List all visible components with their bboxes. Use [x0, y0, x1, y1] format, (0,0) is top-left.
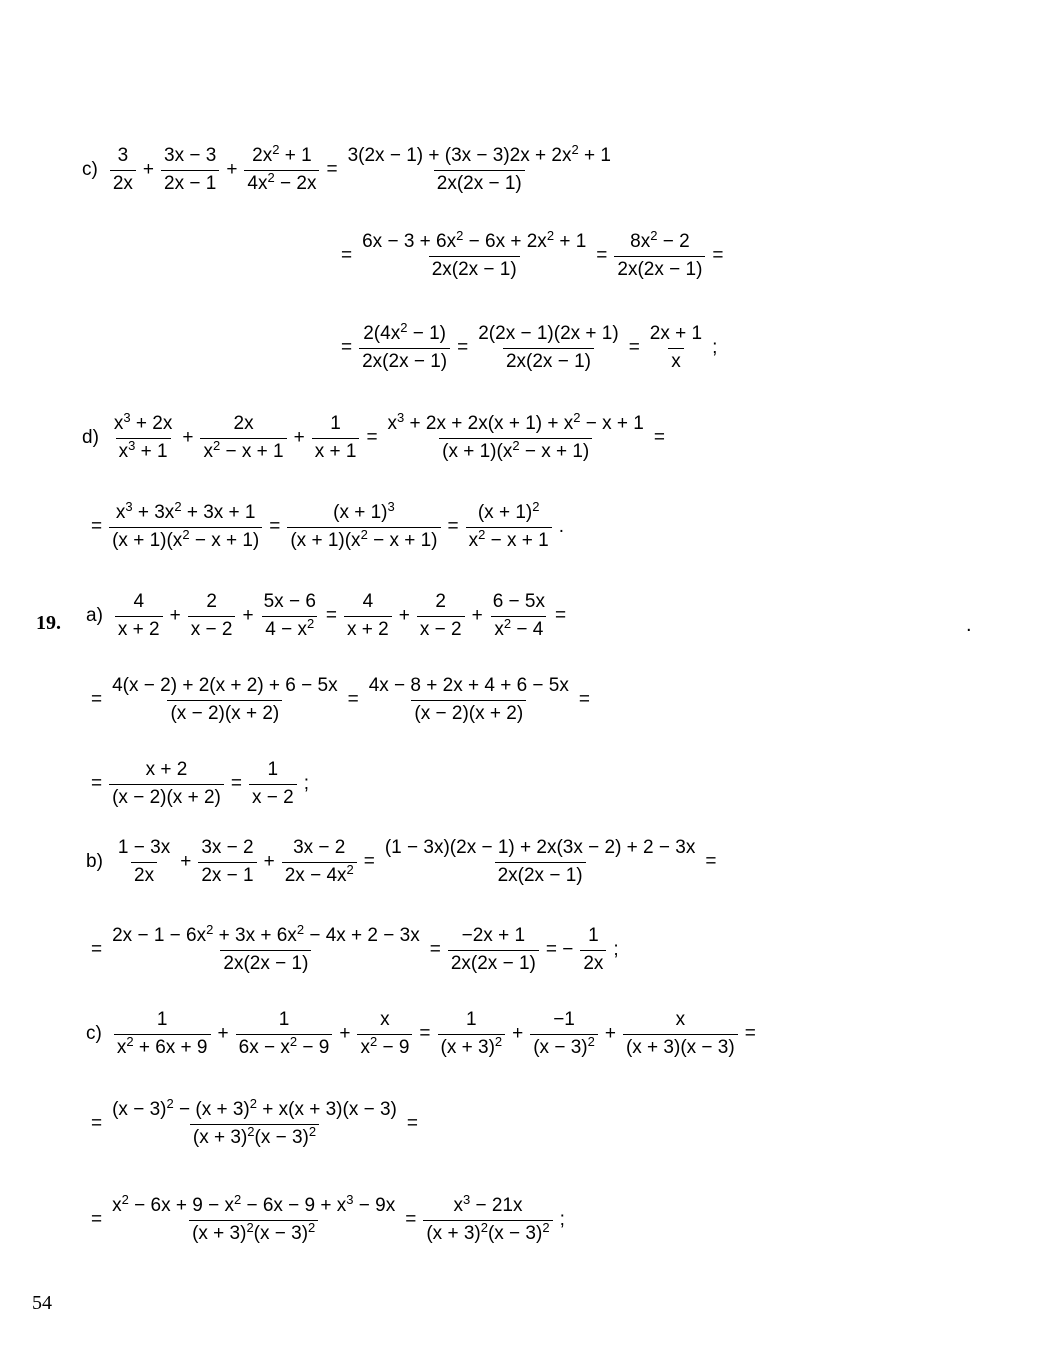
numerator: $x^3 - 21x$ [453, 1192, 523, 1216]
operator: = [406, 1113, 418, 1135]
denominator: $(x + 1)(x^2 - x + 1)$ [439, 438, 592, 463]
numerator: 2x + 1 [649, 323, 703, 344]
operator: + [242, 605, 254, 627]
operator: = [628, 337, 640, 359]
part-label: c) [86, 1023, 102, 1045]
part-label: a) [86, 605, 103, 627]
denominator: x − 2 [249, 784, 297, 809]
denominator: $x^2 - 9$ [357, 1034, 412, 1059]
denominator: (x − 2)(x + 2) [411, 700, 526, 725]
numerator: 3x − 2 [293, 837, 346, 858]
denominator: 2x [110, 170, 136, 195]
denominator: $(x - 3)^2$ [530, 1034, 598, 1059]
operator: + [217, 1023, 229, 1045]
fraction [188, 592, 236, 641]
operator: = [366, 427, 378, 449]
numerator: $x^2 - 6x + 9 - x^2 - 6x - 9 + x^3 - 9x$ [112, 1192, 396, 1216]
fraction [312, 414, 360, 463]
fraction [236, 1010, 333, 1059]
operator: = [578, 689, 590, 711]
operator: = [405, 1209, 417, 1231]
operator: = [705, 851, 717, 873]
numerator: $2x - 1 - 6x^2 + 3x + 6x^2 - 4x + 2 - 3x$ [112, 922, 420, 946]
numerator: −2x + 1 [461, 925, 526, 946]
part-label: c) [82, 159, 98, 181]
fraction [249, 760, 297, 809]
numerator: $6x - 3 + 6x^2 - 6x + 2x^2 + 1$ [362, 228, 587, 252]
denominator: $4x^2 - 2x$ [244, 170, 319, 195]
numerator: $3(2x - 1) + (3x - 3)2x + 2x^2 + 1$ [347, 142, 611, 166]
fraction [109, 676, 340, 725]
denominator: 2x [580, 950, 606, 975]
operator: = − [545, 939, 574, 961]
fraction [109, 760, 224, 809]
fraction [110, 146, 136, 195]
numerator: −1 [553, 1009, 575, 1030]
fraction [109, 922, 423, 975]
operator: = [91, 1113, 103, 1135]
operator: = [447, 516, 459, 538]
operator: + [293, 427, 305, 449]
numerator: 6 − 5x [492, 591, 545, 612]
fraction [115, 838, 173, 887]
numerator: 1 [466, 1009, 477, 1030]
fraction [623, 1010, 738, 1059]
page-number: 54 [32, 1292, 52, 1314]
fraction [109, 1096, 400, 1149]
operator: ; [712, 337, 718, 359]
numerator: 4x − 8 + 2x + 4 + 6 − 5x [368, 675, 569, 696]
operator: + [226, 159, 238, 181]
denominator: x + 2 [115, 616, 163, 641]
operator: = [341, 245, 353, 267]
denominator: $x^2 + 6x + 9$ [114, 1034, 211, 1059]
numerator: 1 [267, 759, 279, 780]
fraction [475, 324, 621, 373]
fraction [359, 320, 450, 373]
operator: = [712, 245, 724, 267]
equation-line [86, 676, 595, 725]
operator: + [180, 851, 192, 873]
numerator: 2x [233, 413, 254, 434]
numerator: 4(x − 2) + 2(x + 2) + 6 − 5x [112, 675, 338, 696]
numerator: $(x + 1)^3$ [333, 499, 395, 523]
numerator: 1 [588, 925, 599, 946]
equation-line [86, 1010, 761, 1059]
operator: = [347, 689, 359, 711]
numerator: 5x − 6 [263, 591, 316, 612]
fraction [438, 1010, 506, 1059]
numerator: (1 − 3x)(2x − 1) + 2x(3x − 2) + 2 − 3x [384, 837, 696, 858]
operator: = [457, 337, 469, 359]
operator: . [558, 516, 564, 538]
numerator: 2 [435, 591, 446, 612]
denominator: x − 2 [417, 616, 465, 641]
operator: = [326, 159, 338, 181]
denominator: 2x(2x − 1) [614, 256, 705, 281]
equation-line [82, 142, 616, 195]
fraction [382, 838, 699, 887]
numerator: 3x − 2 [201, 837, 254, 858]
numerator: x [675, 1009, 686, 1030]
numerator: 1 [278, 1009, 290, 1030]
fraction [345, 142, 614, 195]
problem-number: 19. [36, 612, 61, 634]
numerator: $(x + 1)^2$ [477, 499, 540, 523]
operator: + [263, 851, 275, 873]
fraction [282, 838, 357, 887]
fraction [448, 926, 539, 975]
denominator: $6x - x^2 - 9$ [236, 1034, 333, 1059]
operator: ; [613, 939, 619, 961]
numerator: 3 [117, 145, 129, 166]
equation-line [86, 499, 569, 552]
denominator: $(x + 3)^2(x - 3)^2$ [189, 1220, 318, 1245]
equation-line [336, 320, 722, 373]
denominator: $x^2 - x + 1$ [200, 438, 286, 463]
fraction [580, 926, 606, 975]
denominator: x + 2 [344, 616, 392, 641]
operator: = [91, 939, 103, 961]
operator: = [744, 1023, 756, 1045]
operator: = [269, 516, 281, 538]
operator: = [419, 1023, 431, 1045]
equation-line [86, 1096, 423, 1149]
operator: = [363, 851, 375, 873]
fraction [109, 1192, 398, 1245]
fraction [357, 1010, 412, 1059]
operator: = [596, 245, 608, 267]
operator: = [341, 337, 353, 359]
denominator: 2x − 1 [161, 170, 219, 195]
fraction [647, 324, 705, 373]
part-label: d) [82, 427, 99, 449]
denominator: (x − 2)(x + 2) [167, 700, 282, 725]
denominator: (x + 3)(x − 3) [623, 1034, 738, 1059]
operator: ; [303, 773, 309, 795]
fraction [385, 410, 647, 463]
equation-line [82, 410, 670, 463]
numerator: 4 [362, 591, 374, 612]
denominator: 2x(2x − 1) [495, 862, 586, 887]
operator: + [471, 605, 483, 627]
fraction [614, 228, 705, 281]
denominator: 2x(2x − 1) [220, 950, 311, 975]
fraction [366, 676, 572, 725]
numerator: $x^3 + 2x + 2x(x + 1) + x^2 - x + 1$ [387, 410, 644, 434]
fraction [530, 1010, 598, 1059]
numerator: 2 [206, 591, 217, 612]
numerator: 3x − 3 [164, 145, 217, 166]
numerator: 1 [156, 1009, 168, 1030]
denominator: 2x(2x − 1) [503, 348, 594, 373]
operator: + [398, 605, 410, 627]
fraction [261, 592, 319, 641]
denominator: $x^3 + 1$ [116, 438, 171, 463]
denominator: $(x + 3)^2(x - 3)^2$ [423, 1220, 552, 1245]
fraction [109, 499, 262, 552]
denominator: $x^2 - 4$ [491, 616, 546, 641]
operator: = [91, 516, 103, 538]
fraction [417, 592, 465, 641]
fraction [161, 146, 219, 195]
fraction [111, 410, 175, 463]
operator: + [142, 159, 155, 181]
equation-line [86, 922, 624, 975]
numerator: 2(2x − 1)(2x + 1) [478, 323, 619, 344]
denominator: 2x(2x − 1) [448, 950, 539, 975]
numerator: $2x^2 + 1$ [252, 142, 312, 166]
equation-line [86, 1192, 570, 1245]
denominator: $2x - 4x^2$ [282, 862, 357, 887]
numerator: 1 [330, 413, 341, 434]
denominator: 2x(2x − 1) [434, 170, 525, 195]
operator: ; [559, 1209, 565, 1231]
denominator: $4 - x^2$ [262, 616, 317, 641]
operator: = [429, 939, 441, 961]
fraction [466, 499, 552, 552]
numerator: 1 − 3x [117, 837, 171, 858]
numerator: $(x - 3)^2 - (x + 3)^2 + x(x + 3)(x - 3)$ [112, 1096, 397, 1120]
denominator: $(x + 3)^2(x - 3)^2$ [190, 1124, 319, 1149]
denominator: 2x(2x − 1) [359, 348, 450, 373]
operator: = [325, 605, 337, 627]
operator: = [91, 773, 103, 795]
numerator: $x^3 + 2x$ [113, 410, 173, 434]
operator: + [169, 605, 181, 627]
denominator: x [668, 348, 684, 373]
stray-mark: . [966, 614, 972, 636]
fraction [200, 414, 286, 463]
numerator: x + 2 [145, 759, 188, 780]
operator: = [554, 605, 567, 627]
operator: = [653, 427, 665, 449]
operator: = [230, 773, 242, 795]
denominator: $x^2 - x + 1$ [466, 527, 552, 552]
fraction [287, 499, 440, 552]
numerator: x [380, 1009, 390, 1030]
numerator: $2(4x^2 - 1)$ [363, 320, 446, 344]
fraction [344, 592, 392, 641]
equation-line [86, 592, 571, 641]
denominator: $(x + 1)(x^2 - x + 1)$ [287, 527, 440, 552]
fraction [490, 592, 548, 641]
denominator: 2x − 1 [198, 862, 256, 887]
fraction [244, 142, 319, 195]
denominator: 2x(2x − 1) [429, 256, 520, 281]
denominator: x + 1 [312, 438, 360, 463]
fraction [359, 228, 589, 281]
equation-line [86, 838, 721, 887]
denominator: x − 2 [188, 616, 236, 641]
equation-line [86, 760, 314, 809]
part-label: b) [86, 851, 103, 873]
operator: = [91, 689, 103, 711]
equation-line [336, 228, 729, 281]
denominator: (x − 2)(x + 2) [109, 784, 224, 809]
operator: + [339, 1023, 351, 1045]
operator: + [512, 1023, 524, 1045]
numerator: $8x^2 - 2$ [630, 228, 690, 252]
fraction [114, 1010, 211, 1059]
denominator: $(x + 1)(x^2 - x + 1)$ [109, 527, 262, 552]
denominator: $(x + 3)^2$ [438, 1034, 506, 1059]
fraction [198, 838, 256, 887]
numerator: 4 [133, 591, 145, 612]
operator: + [604, 1023, 616, 1045]
fraction [115, 592, 163, 641]
fraction [423, 1192, 552, 1245]
denominator: 2x [131, 862, 157, 887]
operator: + [182, 427, 194, 449]
operator: = [91, 1209, 103, 1231]
numerator: $x^3 + 3x^2 + 3x + 1$ [115, 499, 256, 523]
